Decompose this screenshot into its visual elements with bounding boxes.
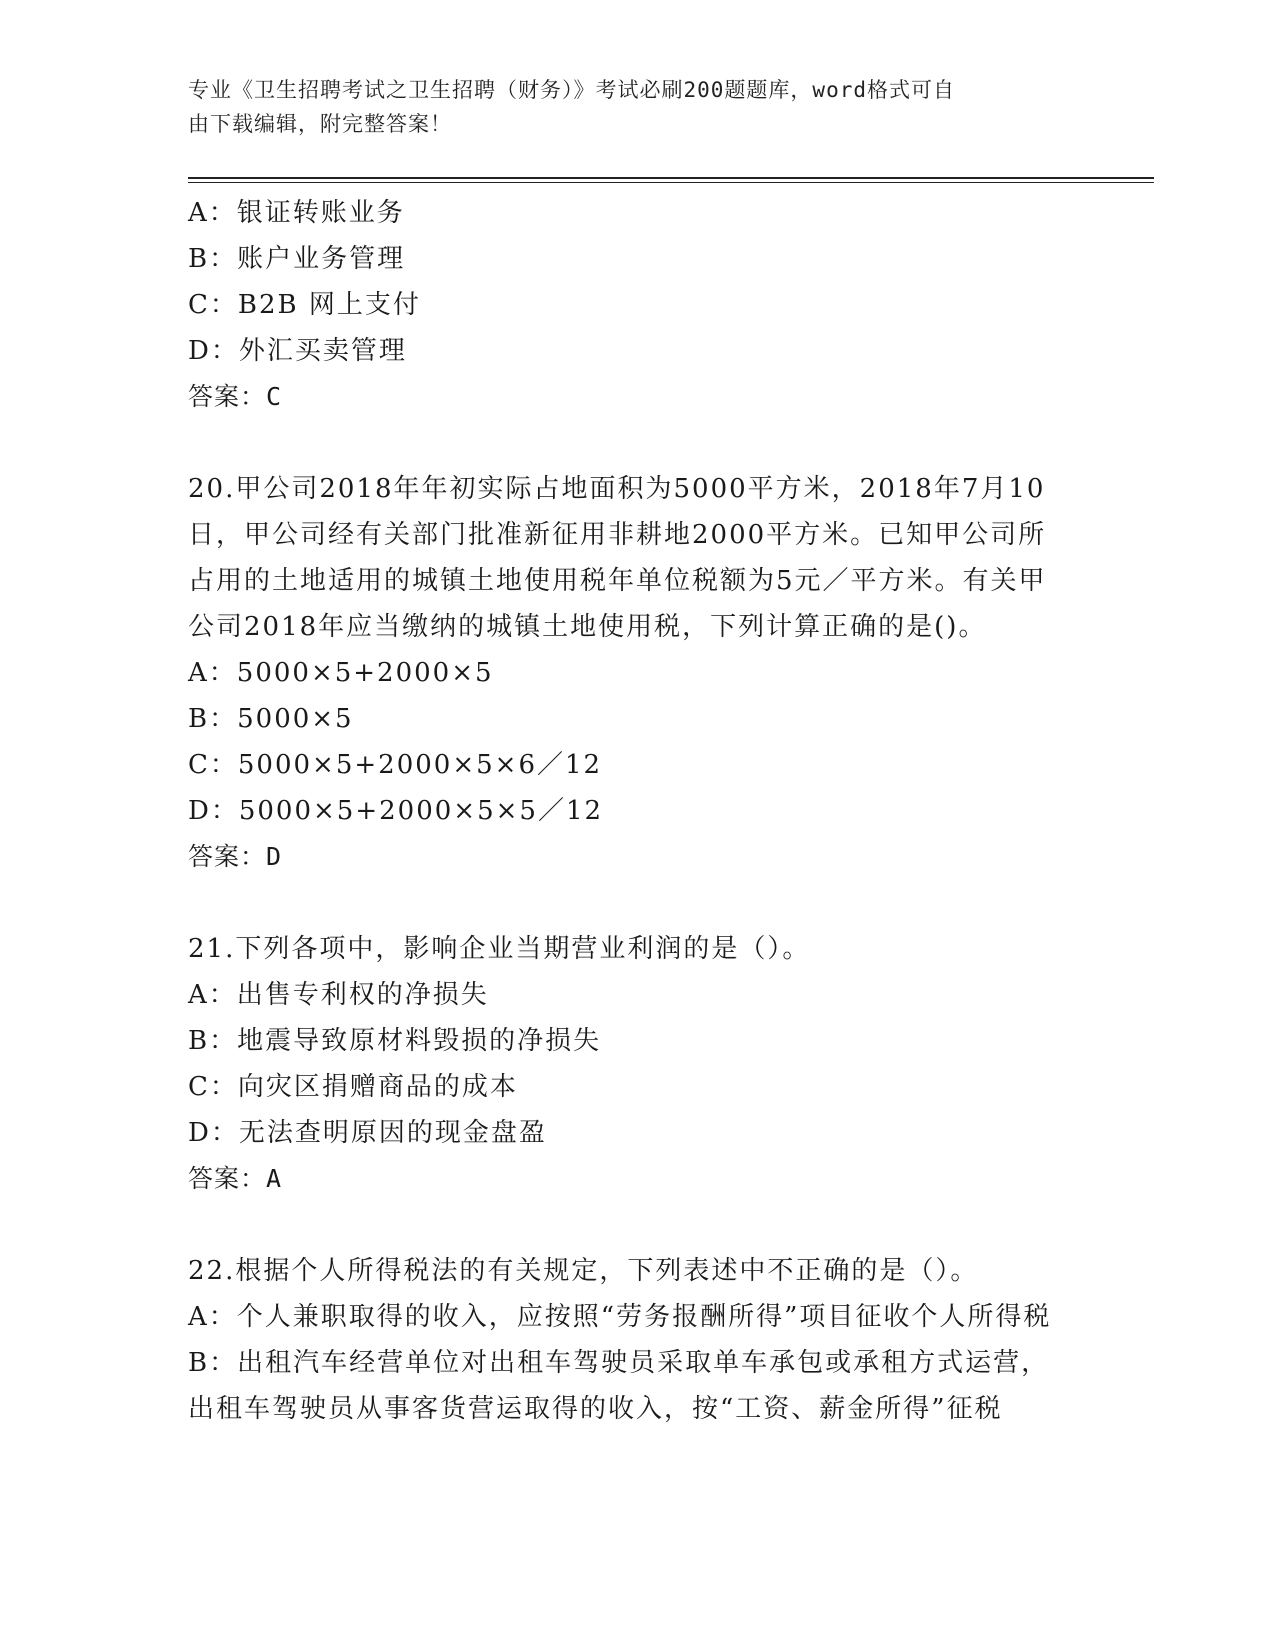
spacer <box>188 420 1068 466</box>
option-a: A：个人兼职取得的收入，应按照“劳务报酬所得”项目征收个人所得税 <box>188 1302 1052 1332</box>
question-stem: 22.根据个人所得税法的有关规定，下列表述中不正确的是（）。 <box>188 1256 979 1286</box>
option-b: B：账户业务管理 <box>188 244 406 274</box>
question-list <box>188 190 1068 1432</box>
spacer <box>188 1202 1068 1248</box>
header-divider-thin <box>188 182 1154 183</box>
option-c: C：向灾区捐赠商品的成本 <box>188 1072 518 1102</box>
option-d: D：外汇买卖管理 <box>188 336 407 366</box>
question-21 <box>188 926 1068 1202</box>
option-d: D：5000×5+2000×5×5／12 <box>188 796 604 826</box>
answer-label: 答案：C <box>188 382 283 411</box>
question-22 <box>188 1248 1068 1432</box>
header-divider-thick <box>188 177 1154 179</box>
question-19-tail <box>188 190 1068 420</box>
question-stem: 21.下列各项中，影响企业当期营业利润的是（）。 <box>188 934 811 964</box>
option-c: C：B2B 网上支付 <box>188 290 421 320</box>
question-20 <box>188 466 1068 880</box>
answer-label: 答案：D <box>188 842 283 871</box>
option-b: B：地震导致原材料毁损的净损失 <box>188 1026 602 1056</box>
answer-label: 答案：A <box>188 1164 283 1193</box>
option-a: A：5000×5+2000×5 <box>188 658 494 688</box>
spacer <box>188 880 1068 926</box>
header-line-1: 专业《卫生招聘考试之卫生招聘（财务）》考试必刷200题题库，word格式可自 <box>188 78 955 102</box>
header-line-2: 由下载编辑，附完整答案！ <box>188 112 452 136</box>
option-a: A：银证转账业务 <box>188 198 405 228</box>
option-d: D：无法查明原因的现金盘盈 <box>188 1118 547 1148</box>
option-a: A：出售专利权的净损失 <box>188 980 489 1010</box>
option-b: B：出租汽车经营单位对出租车驾驶员采取单车承包或承租方式运营，出租车驾驶员从事客货营运取得的收入，按“工资、薪金所得”征税 <box>188 1348 1050 1424</box>
document-header <box>188 73 1088 141</box>
option-b: B：5000×5 <box>188 704 354 734</box>
option-c: C：5000×5+2000×5×6／12 <box>188 750 603 780</box>
question-stem: 20.甲公司2018年年初实际占地面积为5000平方米，2018年7月10日，甲公司经有关部门批准新征用非耕地2000平方米。已知甲公司所占用的土地适用的城镇土地使用税年单位税额为5元／平方米。有关甲公司2018年应当缴纳的城镇土地使用税，下列计算正确的是()。 <box>188 474 1047 642</box>
